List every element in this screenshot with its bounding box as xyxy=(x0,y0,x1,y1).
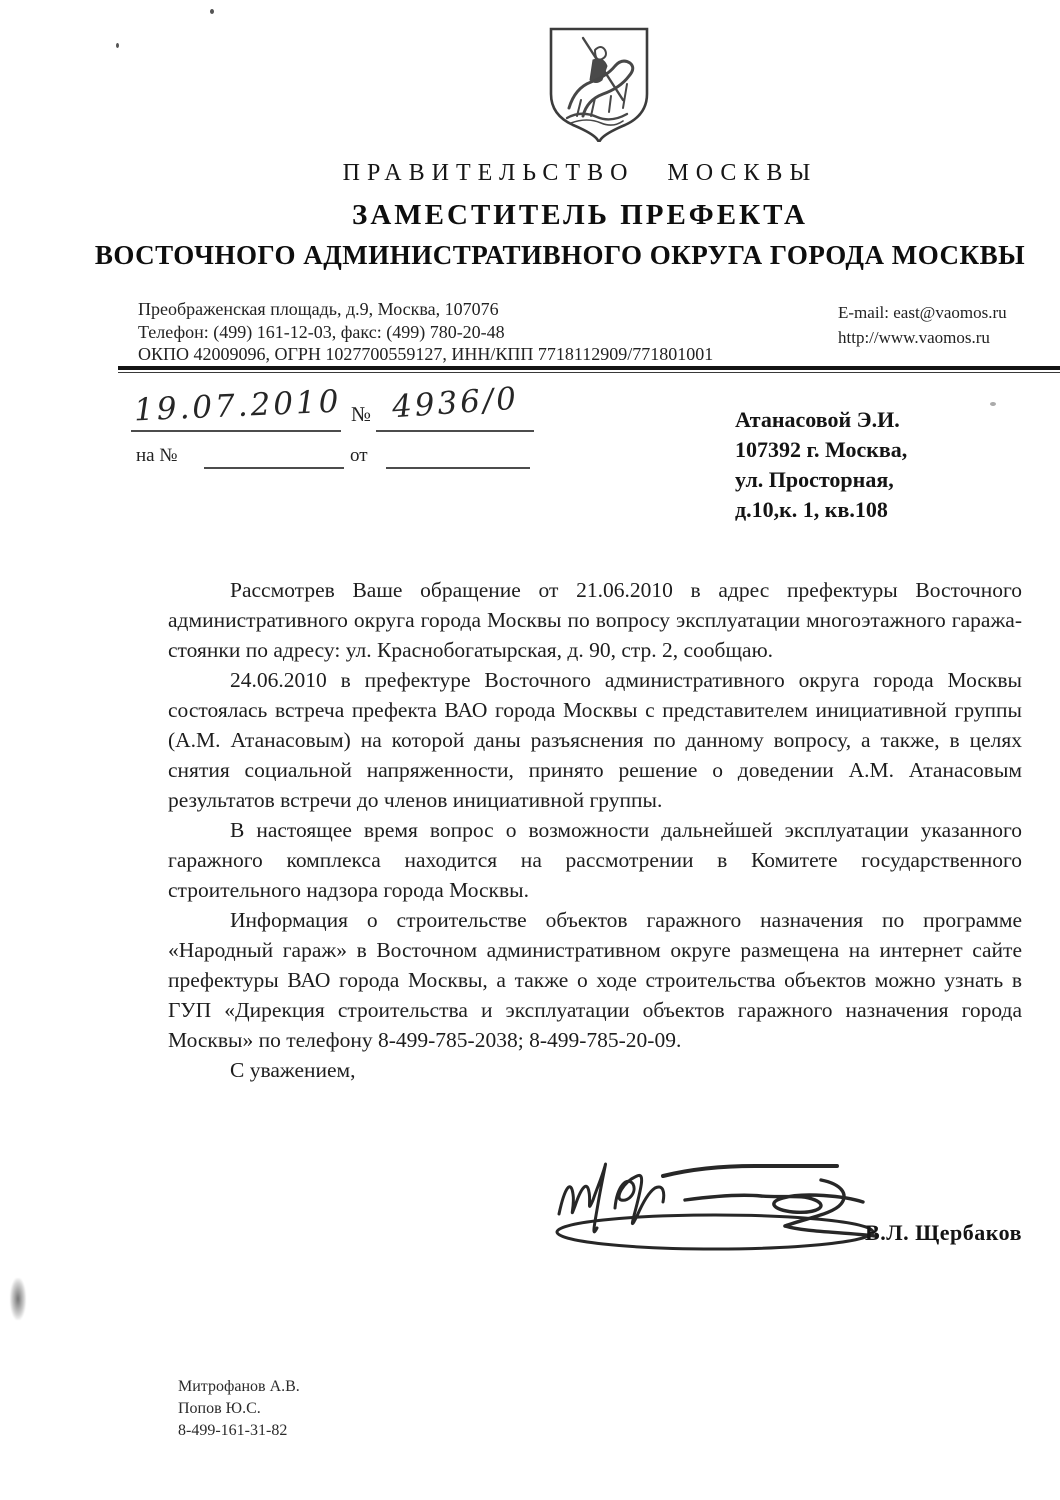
signer-name: В.Л. Щербаков xyxy=(865,1220,1022,1245)
registration-codes: ОКПО 42009096, ОГРН 1027700559127, ИНН/КПП 7718112909/771801001 xyxy=(138,344,714,364)
district-title: ВОСТОЧНОГО АДМИНИСТРАТИВНОГО ОКРУГА ГОРОДА МОСКВЫ xyxy=(94,240,1026,270)
contact-info-left xyxy=(138,298,713,366)
executor-name-1: Митрофанов А.В. xyxy=(178,1378,300,1395)
addressee-postcode-city: 107392 г. Москва, xyxy=(735,437,908,462)
letter-body xyxy=(168,575,1022,1085)
executor-name-2: Попов Ю.С. xyxy=(178,1400,261,1417)
scan-smudge xyxy=(10,1278,26,1320)
number-sign: № xyxy=(351,402,372,426)
contact-info-right xyxy=(838,300,1007,350)
scan-speck xyxy=(990,402,996,406)
paragraph-4: Информация о строительстве объектов гаражного назначения по программе «Народный гараж» в Восточном административном округе размещена на интернет сайте префектуры ВАО города Москвы, а также о ходе строительства объектов можно узнать в ГУП «Дирекция строительства и эксплуатации объектов гаражного назначения города Москвы» по телефону 8-499-785-2038; 8-499-785-20-09. xyxy=(168,908,1022,1052)
executors-block xyxy=(178,1376,300,1442)
paragraph-3: В настоящее время вопрос о возможности дальнейшей эксплуатации указанного гаражного комплекса находится на рассмотрении в Комитете государственного строительного надзора города Москвы. xyxy=(168,818,1022,902)
letterhead-divider xyxy=(118,366,1060,373)
website-url: http://www.vaomos.ru xyxy=(838,328,990,347)
paragraph-2: 24.06.2010 в префектуре Восточного административного округа города Москвы состоялась встреча префекта ВАО города Москвы с представителем инициативной группы (А.М. Атанасовым) на которой даны разъяснения по данному вопросу, а также, в целях снятия социальной напряженности, принято решение о доведении А.М. Атанасовым результатов встречи до членов инициативной группы. xyxy=(168,668,1022,812)
addressee-name: Атанасовой Э.И. xyxy=(735,407,900,432)
moscow-coat-of-arms-st-george-icon xyxy=(543,24,655,142)
handwritten-date: 19.07.2010 xyxy=(133,383,343,429)
email-address: E-mail: east@vaomos.ru xyxy=(838,303,1007,322)
addressee-building: д.10,к. 1, кв.108 xyxy=(735,497,888,522)
reply-to-number-label: на № xyxy=(136,445,178,466)
reply-number-underline xyxy=(204,440,344,469)
addressee-block xyxy=(735,405,1035,525)
scan-speck xyxy=(210,9,214,14)
government-title: ПРАВИТЕЛЬСТВО МОСКВЫ xyxy=(342,160,818,186)
closing-salutation: С уважением, xyxy=(230,1058,356,1082)
handwritten-number: 4936/0 xyxy=(390,380,521,426)
executor-phone: 8-499-161-31-82 xyxy=(178,1422,288,1439)
paragraph-1: Рассмотрев Ваше обращение от 21.06.2010 в адрес префектуры Восточного административного округа города Москвы по вопросу эксплуатации многоэтажного гаража-стоянки по адресу: ул. Краснобогатырская, д. 90, стр. 2, сообщаю. xyxy=(168,578,1022,662)
reply-date-underline xyxy=(386,440,530,469)
scan-speck xyxy=(116,43,119,48)
addressee-street: ул. Просторная, xyxy=(735,467,894,492)
postal-address: Преображенская площадь, д.9, Москва, 107076 xyxy=(138,299,499,319)
office-title: ЗАМЕСТИТЕЛЬ ПРЕФЕКТА xyxy=(352,199,808,231)
phone-fax: Телефон: (499) 161-12-03, факс: (499) 780-20-48 xyxy=(138,321,505,342)
reply-from-label: от xyxy=(350,445,368,466)
